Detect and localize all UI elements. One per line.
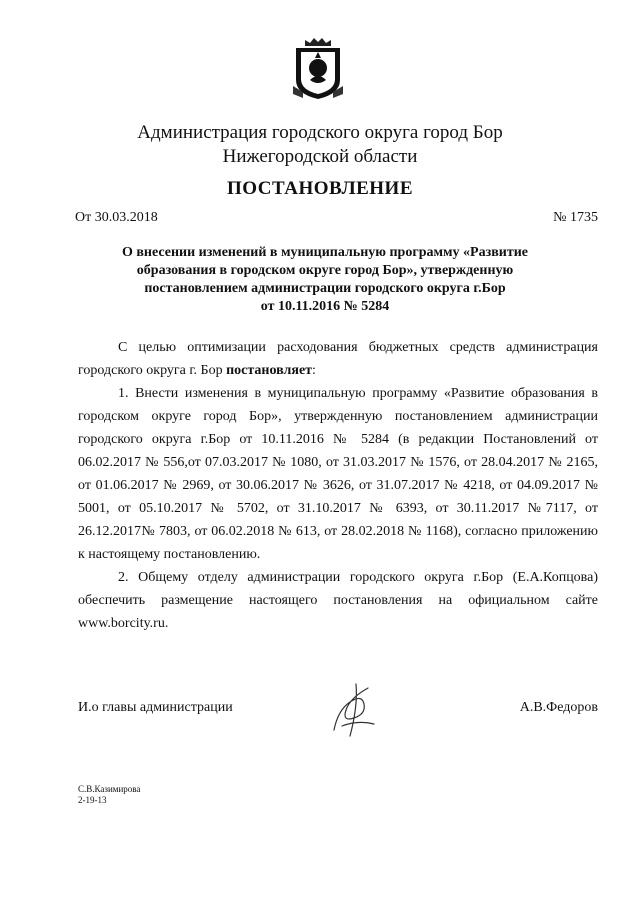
organization-name-line1: Администрация городского округа город Бор xyxy=(137,122,503,143)
signatory-name: А.В.Федоров xyxy=(519,700,598,715)
subject-line: от 10.11.2016 № 5284 xyxy=(260,299,390,314)
signatory-position: И.о главы администрации xyxy=(78,700,233,715)
organization-name xyxy=(0,121,640,169)
coat-of-arms-icon xyxy=(291,36,345,102)
executor-info xyxy=(78,784,140,806)
subject-line: образования в городском округе город Бор», утвержденную xyxy=(136,263,514,278)
organization-name-line2: Нижегородской области xyxy=(222,146,418,167)
executor-phone: 2-19-13 xyxy=(78,795,107,805)
intro-paragraph xyxy=(78,336,598,382)
document-body xyxy=(78,336,598,635)
intro-bold-verb: постановляет xyxy=(226,363,313,378)
intro-text: С целью оптимизации расходования бюджетных средств администрация городского округа г. Бор xyxy=(78,340,598,378)
item-2-paragraph: 2. Общему отделу администрации городского округа г.Бор (Е.А.Копцова) обеспечить размещение настоящего постановления на официальном сайте www.borcity.ru. xyxy=(78,570,598,631)
document-subject xyxy=(60,244,590,316)
document-type-title: ПОСТАНОВЛЕНИЕ xyxy=(226,178,414,199)
executor-name: С.В.Казимирова xyxy=(78,784,141,794)
item-1-paragraph: 1. Внести изменения в муниципальную программу «Развитие образования в городском округе город Бор», утвержденную постановлением администрации городского округа г.Бор от 10.11.2016 № 5284 (в редакции Постановлений от 06.02.2017 № 556,от 07.03.2017 № 1080, от 31.03.2017 № 1576, от 28.04.2017 № 2165, от 01.06.2017 № 2969, от 30.06.2017 № 3626, от 31.07.2017 № 4218, от 04.09.2017 № 5001, от 05.10.2017 № 5702, от 31.10.2017 № 6393, от 30.11.2017 №7117, от 26.12.2017№ 7803, от 06.02.2018 № 613, от 28.02.2018 № 1168), согласно приложению к настоящему постановлению. xyxy=(78,386,598,562)
document-date: От 30.03.2018 xyxy=(75,210,158,225)
document-number: № 1735 xyxy=(553,210,598,225)
intro-tail: : xyxy=(312,363,316,378)
subject-line: постановлением администрации городского округа г.Бор xyxy=(144,281,506,296)
subject-line: О внесении изменений в муниципальную программу «Развитие xyxy=(121,245,529,260)
handwritten-signature-icon xyxy=(328,680,380,738)
